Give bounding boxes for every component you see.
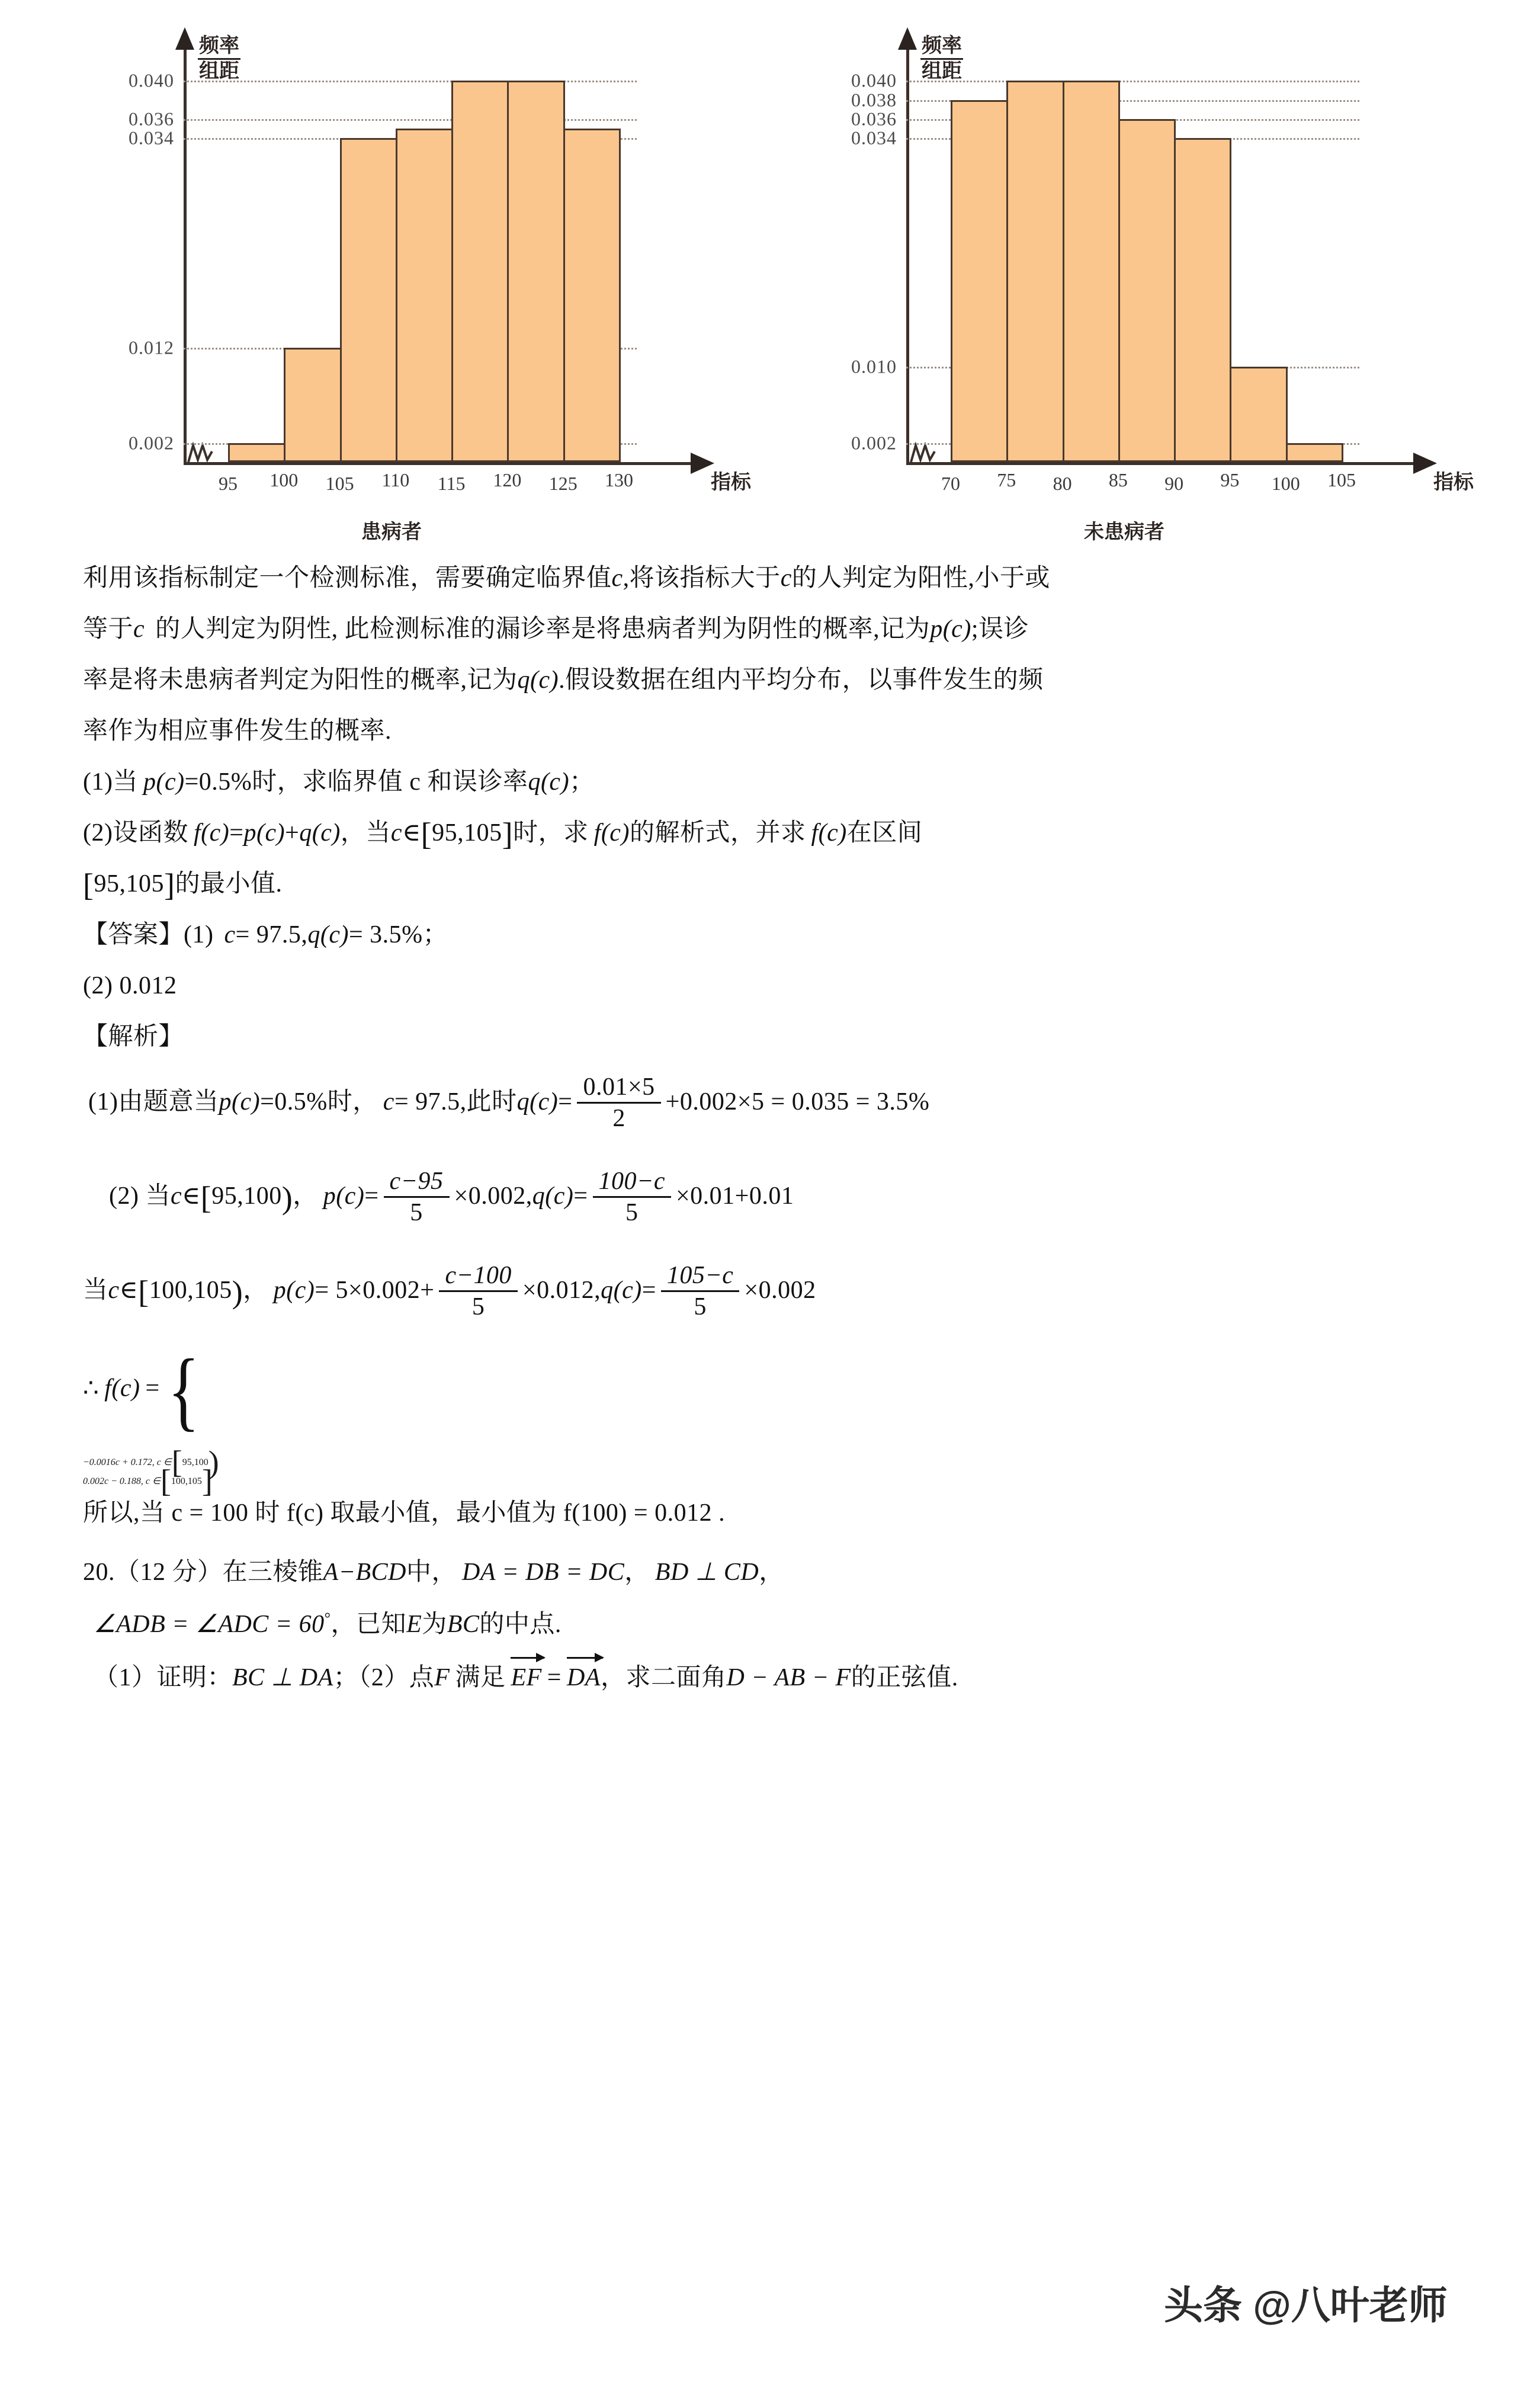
histogram-bar — [1118, 119, 1176, 462]
histogram-patients — [95, 24, 782, 551]
y-axis-label-1 — [198, 36, 240, 82]
piecewise-row-1: −0.0016c + 0.172, c ∈[95,100) — [83, 1444, 219, 1480]
histogram-bar — [284, 348, 341, 462]
fraction-p-2: $\frac{c-100}{5}$ — [439, 1262, 517, 1320]
y-tick-label: 0.040 — [129, 69, 174, 91]
y-tick-label: 0.010 — [851, 355, 897, 377]
piecewise-row-2: 0.002c − 0.188, c ∈[100,105] — [83, 1463, 213, 1499]
y-axis-label-2 — [920, 36, 963, 82]
y-tick-label: 0.040 — [851, 69, 897, 91]
y-tick-label: 0.038 — [851, 89, 897, 110]
histogram-bar — [340, 138, 397, 462]
gridline — [184, 81, 637, 82]
solution-piecewise: ∴ f(c) = { — [83, 1358, 1469, 1422]
x-tick-label: 80 — [1053, 473, 1072, 494]
fraction-q-c: $\frac{0.01\times 5}{2}$ — [577, 1074, 660, 1132]
y-axis-line-2 — [906, 47, 909, 462]
x-axis-line-2 — [906, 462, 1416, 465]
x-tick-label: 115 — [437, 473, 466, 494]
histogram-non-patients — [817, 24, 1504, 551]
y-tick-label: 0.036 — [129, 108, 174, 130]
histogram-bar — [228, 443, 285, 462]
y-axis-label-numerator-1: 频率 — [198, 36, 240, 60]
x-axis-line-1 — [184, 462, 693, 465]
solution-line-1: (1)由题意当p(c)=0.5%时， c= 97.5,此时q(c)= $\frac{0.01\times 5}{2}$ +0.002×5 = 0.035 = 3.5% — [88, 1073, 930, 1133]
watermark: 头条 @八叶老师 — [1164, 2283, 1448, 2327]
plot-area-2 — [851, 35, 1474, 543]
question-2-line-1: (2)设函数 f(c)=p(c)+q(c)，当c∈[95,105]时，求 f(c)的解析式，并求 f(c)在区间 — [83, 816, 923, 852]
x-tick-label: 110 — [381, 469, 410, 491]
histograms-row — [0, 24, 1540, 551]
x-tick-label: 105 — [1327, 469, 1356, 491]
x-tick-label: 105 — [325, 473, 354, 494]
y-tick-label: 0.002 — [129, 432, 174, 454]
x-tick-label: 100 — [1271, 473, 1300, 494]
stem-line-1: 利用该指标制定一个检测标准，需要确定临界值c,将该指标大于c的人判定为阳性,小于或 — [83, 565, 1050, 592]
y-axis-arrow-2 — [898, 27, 917, 50]
solution-line-3: 当c∈[100,105)， p(c)= 5×0.002+ $\frac{c-100}{5}$ ×0.012,q(c)= $\frac{105-c}{5}$ ×0.002 — [83, 1262, 816, 1321]
histogram-bar — [951, 100, 1008, 462]
solution-conclusion: 所以,当 c = 100 时 f(c) 取最小值，最小值为 f(100) = 0.012 . — [83, 1499, 726, 1527]
next-question-line-1: 20.（12 分）在三棱锥A−BCD中， DA = DB = DC， BD ⊥ CD， — [83, 1559, 784, 1586]
y-tick-label: 0.034 — [851, 127, 897, 149]
next-question-line-3: （1）证明：BC ⊥ DA；（2）点F 满足 EF = DA，求二面角D − AB − F的正弦值. — [94, 1664, 958, 1692]
y-axis-label-numerator-2: 频率 — [920, 36, 963, 60]
problem-text-body — [83, 566, 1469, 1716]
answer-line-2: (2) 0.012 — [83, 972, 177, 999]
y-tick-label: 0.036 — [851, 108, 897, 130]
y-tick-label: 0.034 — [129, 127, 174, 149]
histogram-bar — [1006, 81, 1064, 462]
plot-area-1 — [129, 35, 751, 543]
x-tick-label: 125 — [548, 473, 578, 494]
y-axis-label-denominator-2: 组距 — [922, 60, 962, 82]
left-brace-icon: { — [167, 1341, 200, 1440]
histogram-bar — [1230, 367, 1287, 462]
y-axis-arrow-1 — [175, 27, 194, 50]
fraction-p-1: $\frac{c-95}{5}$ — [384, 1168, 450, 1226]
question-2-line-2: [95,105]的最小值. — [83, 867, 283, 903]
solution-line-2: (2) 当c∈[95,100)， p(c)= $\frac{c-95}{5}$ ×0.002,q(c)= $\frac{100-c}{5}$ ×0.01+0.01 — [109, 1168, 794, 1227]
histogram-bar — [507, 81, 564, 462]
chart-title-1: 患病者 — [361, 521, 422, 543]
y-axis-line-1 — [184, 47, 187, 462]
vector-da: DA — [566, 1664, 601, 1692]
x-tick-label: 85 — [1108, 469, 1128, 491]
gridline — [184, 119, 637, 121]
stem-line-3: 率是将未患病者判定为阳性的概率,记为q(c).假设数据在组内平均分布，以事件发生的频 — [83, 666, 1044, 694]
answer-line-1: 【答案】(1) c= 97.5,q(c)= 3.5%； — [83, 921, 448, 948]
x-tick-label: 95 — [219, 473, 238, 494]
solution-label: 【解析】 — [83, 1023, 184, 1050]
y-tick-label: 0.012 — [129, 336, 174, 358]
stem-line-4: 率作为相应事件发生的概率. — [83, 717, 392, 745]
gridline — [906, 81, 1359, 82]
y-axis-label-denominator-1: 组距 — [199, 60, 239, 82]
histogram-bar — [451, 81, 509, 462]
chart-title-2: 未患病者 — [1084, 521, 1164, 543]
histogram-bar — [1063, 81, 1120, 462]
piecewise-block — [160, 1341, 209, 1440]
x-tick-label: 120 — [493, 469, 522, 491]
fraction-q-1: $\frac{100-c}{5}$ — [593, 1168, 671, 1226]
fraction-q-2: $\frac{105-c}{5}$ — [661, 1262, 739, 1320]
histogram-bar — [563, 129, 621, 462]
next-question-line-2: ∠ADB = ∠ADC = 60°，已知E为BC的中点. — [94, 1610, 562, 1639]
y-tick-label: 0.002 — [851, 432, 897, 454]
x-tick-label: 90 — [1164, 473, 1184, 494]
x-axis-unit-label-1: 指标 — [711, 472, 751, 493]
x-axis-unit-label-2: 指标 — [1433, 472, 1474, 493]
histogram-bar — [396, 129, 453, 462]
x-tick-label: 70 — [941, 473, 960, 494]
x-tick-label: 100 — [270, 469, 299, 491]
histogram-bar — [1286, 443, 1343, 462]
x-tick-label: 95 — [1220, 469, 1240, 491]
histogram-bar — [1174, 138, 1231, 462]
question-1: (1)当 p(c)=0.5%时，求临界值 c 和误诊率q(c)； — [83, 768, 595, 796]
vector-ef: EF — [511, 1664, 542, 1692]
x-tick-label: 75 — [997, 469, 1016, 491]
x-tick-label: 130 — [605, 469, 633, 491]
stem-line-2: 等于c 的人判定为阴性, 此检测标准的漏诊率是将患病者判为阴性的概率,记为p(c);误诊 — [83, 616, 1029, 643]
